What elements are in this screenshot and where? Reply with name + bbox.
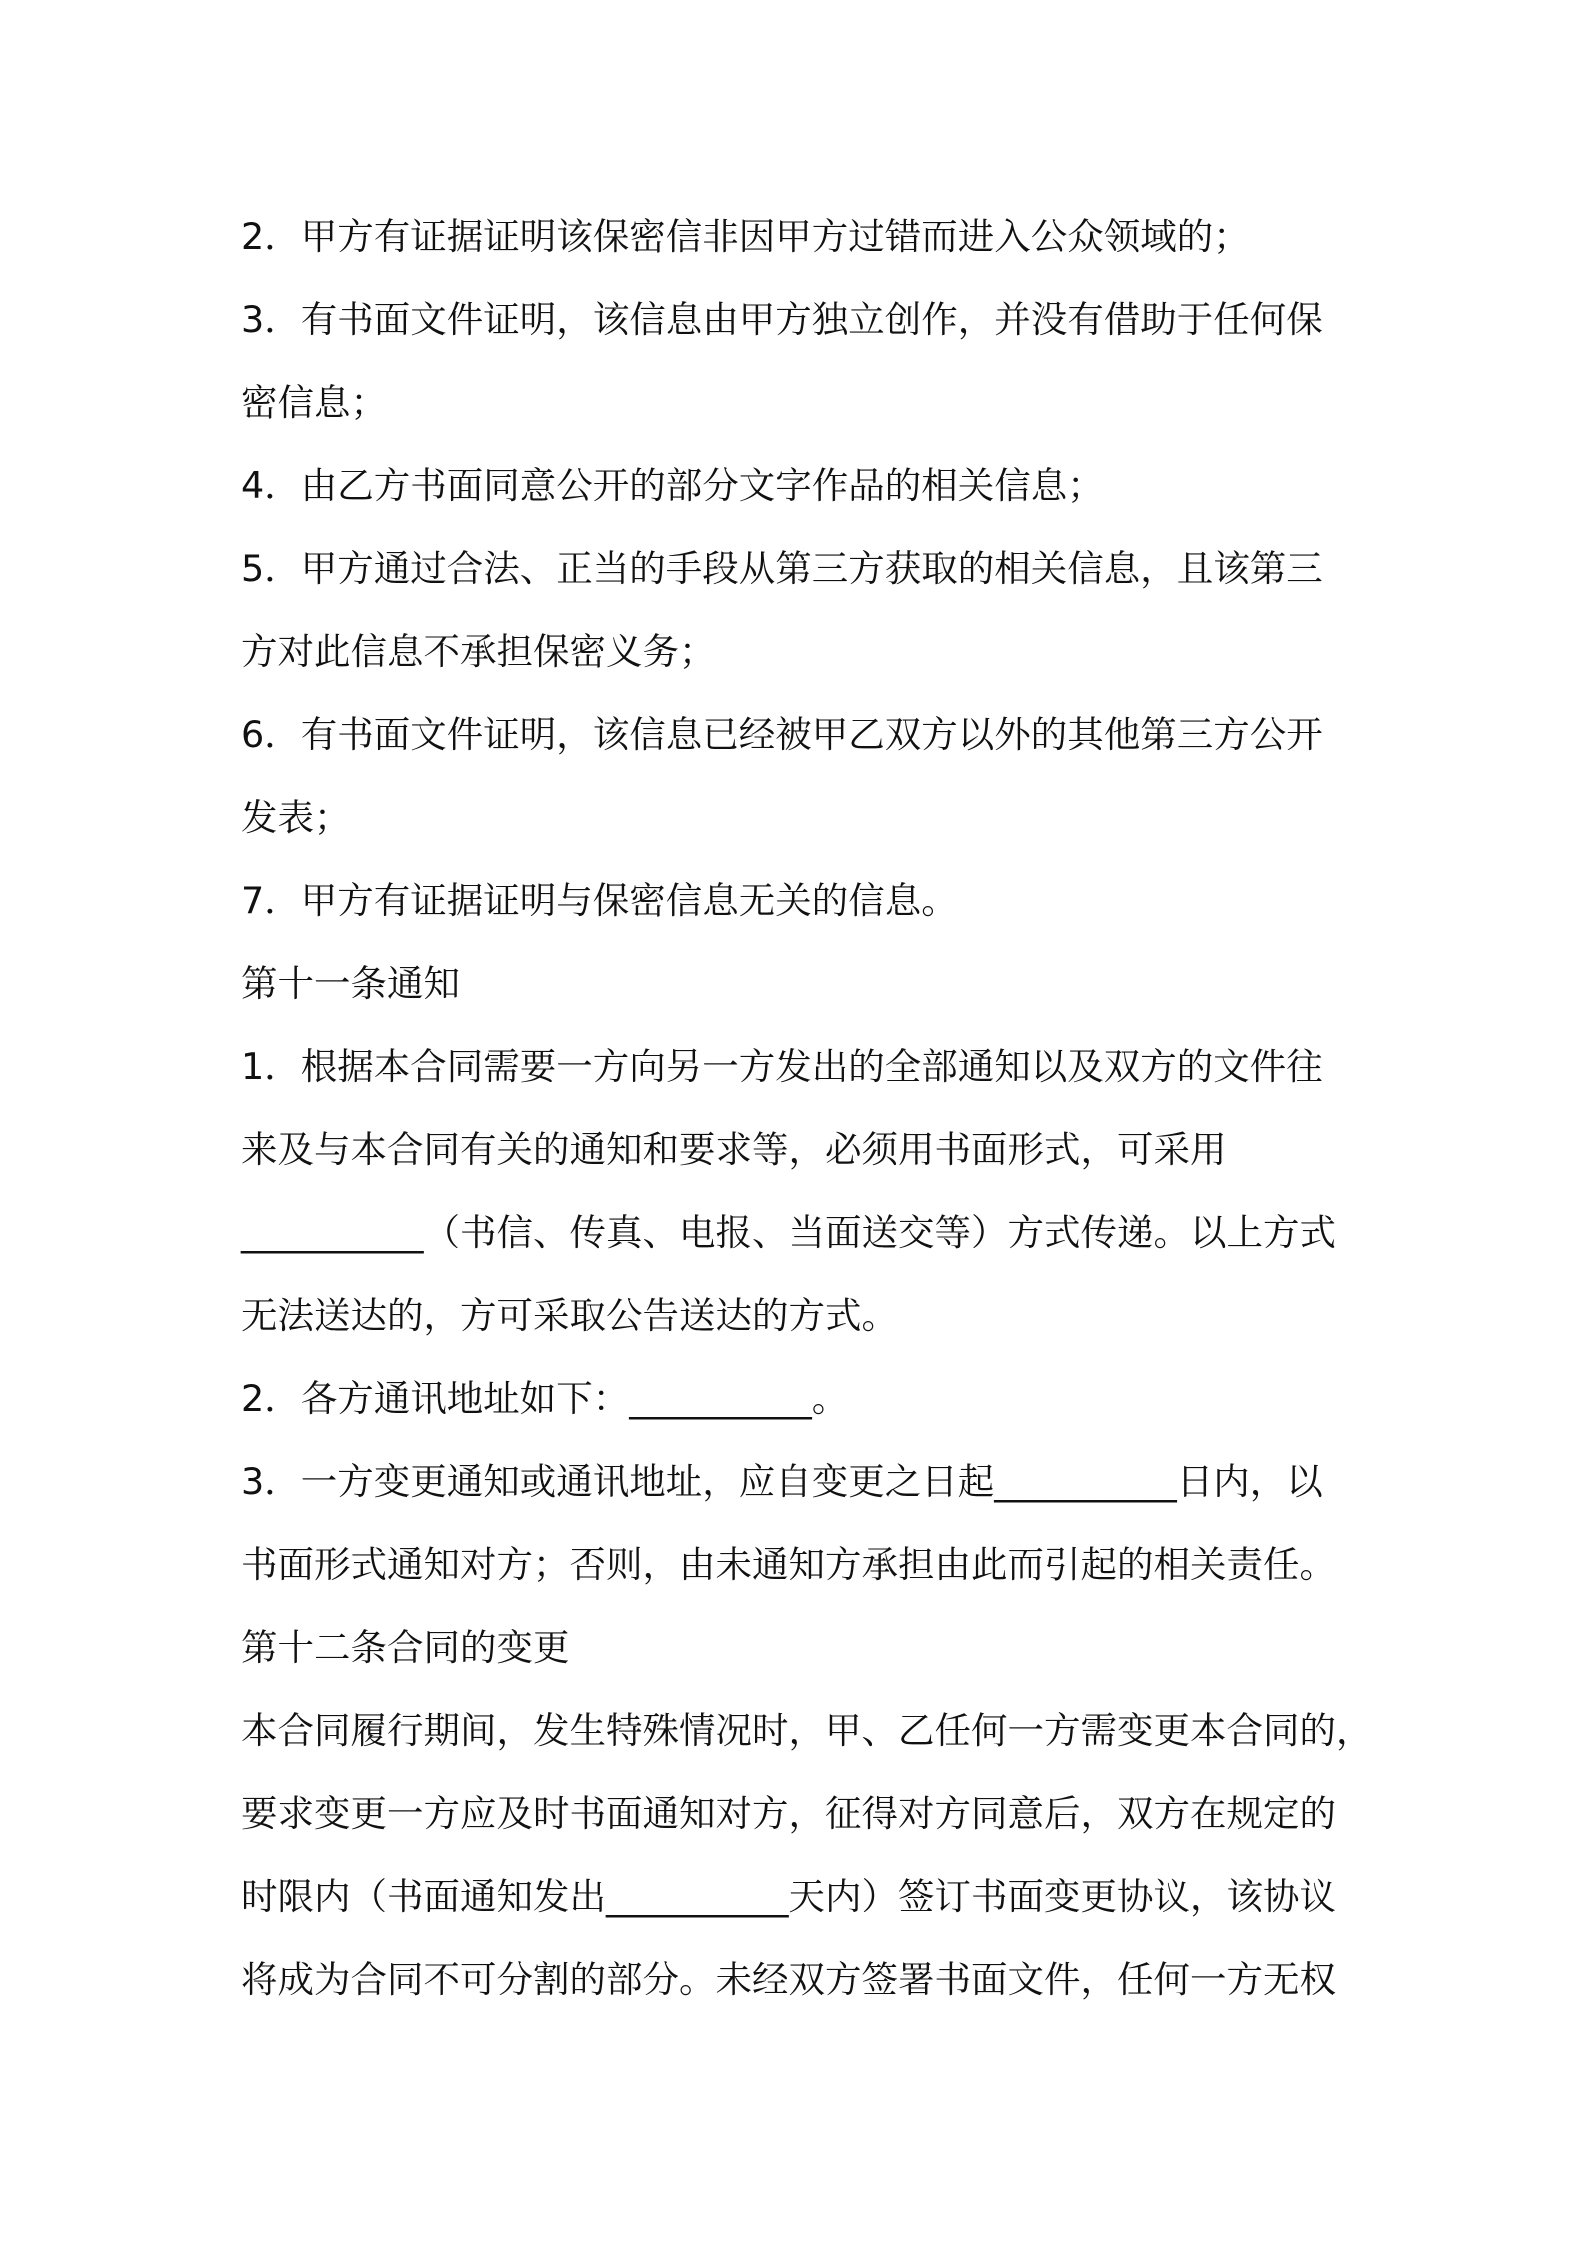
- section-heading-article-12: 第十二条合同的变更: [241, 1626, 570, 1669]
- text-line-confidential-item-3: 3．有书面文件证明，该信息由甲方独立创作，并没有借助于任何保: [241, 298, 1323, 341]
- text-line-confidential-item-5-cont: 方对此信息不承担保密义务；: [241, 630, 716, 673]
- text-line-confidential-item-6: 6．有书面文件证明，该信息已经被甲乙双方以外的其他第三方公开: [241, 713, 1323, 756]
- text-line-notice-item-1-cont-c: 无法送达的，方可采取公告送达的方式。: [241, 1294, 898, 1337]
- text-line-notice-item-1-cont-b: __________（书信、传真、电报、当面送交等）方式传递。以上方式: [241, 1211, 1336, 1254]
- text-line-confidential-item-4: 4．由乙方书面同意公开的部分文字作品的相关信息；: [241, 464, 1104, 507]
- text-line-amendment-para-d: 将成为合同不可分割的部分。未经双方签署书面文件，任何一方无权: [241, 1958, 1336, 2001]
- text-line-amendment-para-a: 本合同履行期间，发生特殊情况时，甲、乙任何一方需变更本合同的，: [241, 1709, 1373, 1752]
- text-line-notice-item-3-cont: 书面形式通知对方；否则，由未通知方承担由此而引起的相关责任。: [241, 1543, 1336, 1586]
- text-line-notice-item-1: 1．根据本合同需要一方向另一方发出的全部通知以及双方的文件往: [241, 1045, 1323, 1088]
- text-line-amendment-para-b: 要求变更一方应及时书面通知对方，征得对方同意后，双方在规定的: [241, 1792, 1336, 1835]
- text-line-amendment-para-c: 时限内（书面通知发出__________天内）签订书面变更协议，该协议: [241, 1875, 1336, 1918]
- text-line-notice-item-3: 3．一方变更通知或通讯地址，应自变更之日起__________日内，以: [241, 1460, 1323, 1503]
- text-line-notice-item-2: 2．各方通讯地址如下：__________。: [241, 1377, 849, 1420]
- text-line-notice-item-1-cont-a: 来及与本合同有关的通知和要求等，必须用书面形式，可采用: [241, 1128, 1227, 1171]
- section-heading-article-11: 第十一条通知: [241, 962, 460, 1005]
- text-line-confidential-item-7: 7．甲方有证据证明与保密信息无关的信息。: [241, 879, 958, 922]
- text-line-confidential-item-5: 5．甲方通过合法、正当的手段从第三方获取的相关信息，且该第三: [241, 547, 1323, 590]
- document-body: [241, 195, 1373, 2021]
- text-line-confidential-item-6-cont: 发表；: [241, 796, 351, 839]
- text-line-confidential-item-3-cont: 密信息；: [241, 381, 387, 424]
- text-line-confidential-item-2: 2．甲方有证据证明该保密信非因甲方过错而进入公众领域的；: [241, 215, 1250, 258]
